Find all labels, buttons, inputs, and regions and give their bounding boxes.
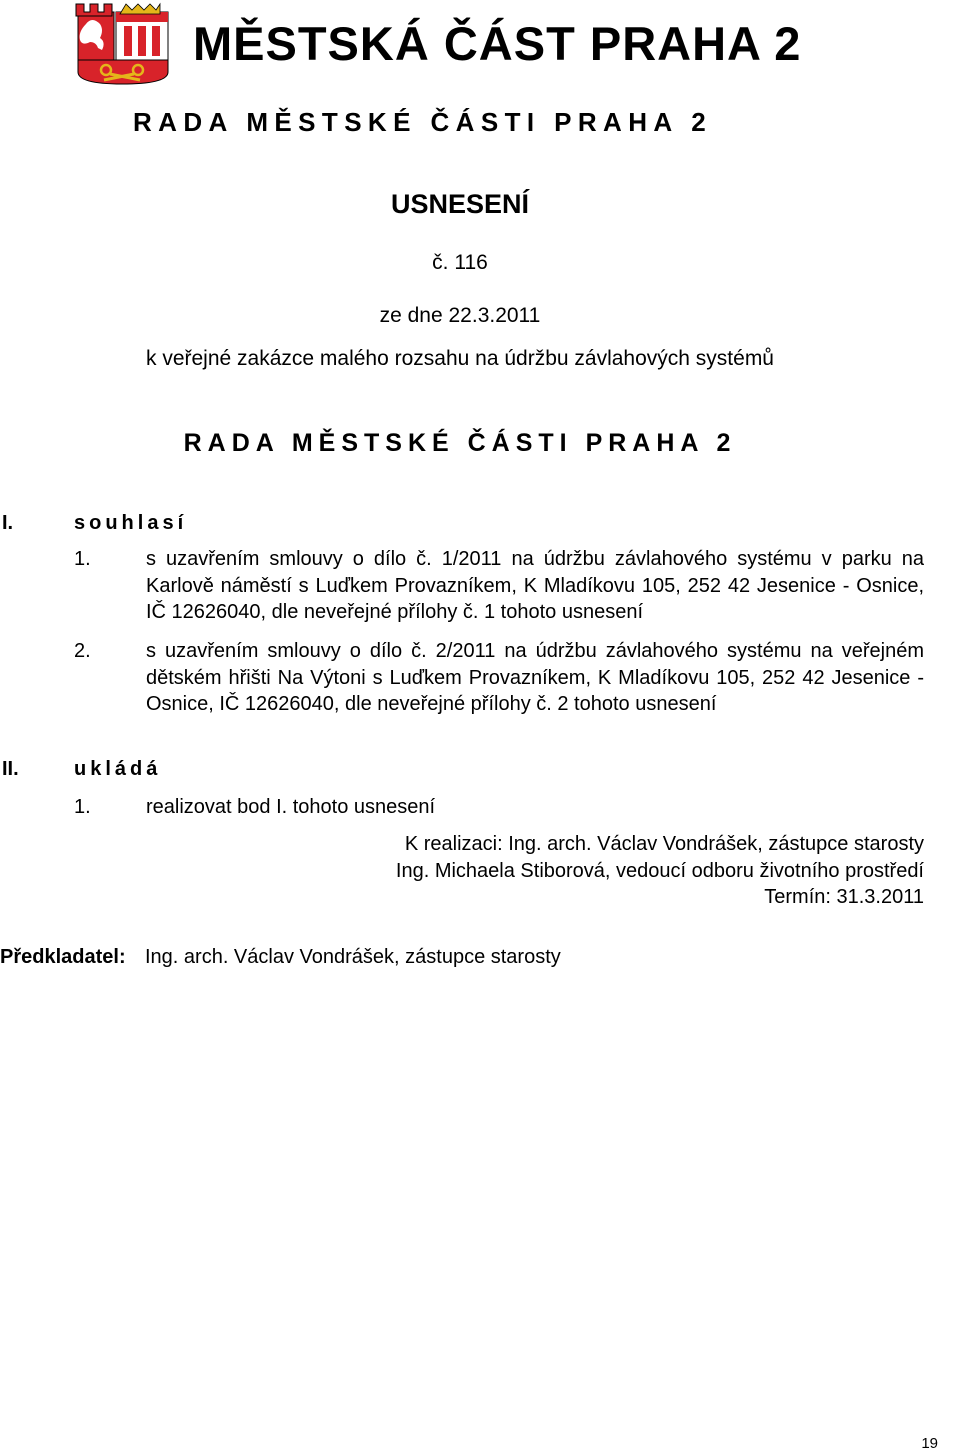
document-subject: k veřejné zakázce malého rozsahu na údržbu závlahových systémů bbox=[146, 347, 774, 370]
organization-name: MĚSTSKÁ ČÁST PRAHA 2 bbox=[193, 17, 802, 70]
section-2-verb: ukládá bbox=[74, 758, 162, 780]
city-crest-logo bbox=[74, 2, 170, 86]
council-heading: RADA MĚSTSKÉ ČÁSTI PRAHA 2 bbox=[183, 429, 737, 457]
section-1-verb: souhlasí bbox=[74, 512, 188, 534]
page-number: 19 bbox=[921, 1435, 938, 1452]
section-1-item-1-number: 1. bbox=[74, 548, 91, 570]
responsible-line-2: Ing. Michaela Stiborová, vedoucí odboru životního prostředí bbox=[395, 860, 924, 882]
document-date: ze dne 22.3.2011 bbox=[379, 304, 541, 327]
document-number: č. 116 bbox=[432, 251, 488, 274]
section-2-item-1-text: realizovat bod I. tohoto usnesení bbox=[146, 796, 436, 818]
deadline: Termín: 31.3.2011 bbox=[764, 886, 924, 908]
presenter-value: Ing. arch. Václav Vondrášek, zástupce starosty bbox=[145, 946, 561, 968]
presenter-label: Předkladatel: bbox=[0, 946, 126, 968]
section-1-item-2-number: 2. bbox=[74, 640, 91, 662]
council-name: RADA MĚSTSKÉ ČÁSTI PRAHA 2 bbox=[133, 107, 713, 137]
document-title: USNESENÍ bbox=[390, 189, 530, 219]
section-1-roman: I. bbox=[2, 512, 14, 534]
section-1-item-1-text: s uzavřením smlouvy o dílo č. 1/2011 na údržbu závlahového systému v parku na Karlově náměstí s Luďkem Provazníkem, K Mladíkovu 105, 252 42 Jesenice - Osnice, IČ 12626040, dle neveřejné přílohy č. 1 tohoto usnesení bbox=[146, 548, 924, 623]
section-2-item-1-number: 1. bbox=[74, 796, 91, 818]
section-2-roman: II. bbox=[2, 758, 19, 780]
section-1-item-2-text: s uzavřením smlouvy o dílo č. 2/2011 na údržbu závlahového systému na veřejném dětském hřišti Na Výtoni s Luďkem Provazníkem, K Mladíkovu 105, 252 42 Jesenice - Osnice, IČ 12626040, dle neveřejné přílohy č. 2 tohoto usnesení bbox=[146, 640, 924, 715]
responsible-line-1: K realizaci: Ing. arch. Václav Vondrášek, zástupce starosty bbox=[404, 833, 924, 855]
